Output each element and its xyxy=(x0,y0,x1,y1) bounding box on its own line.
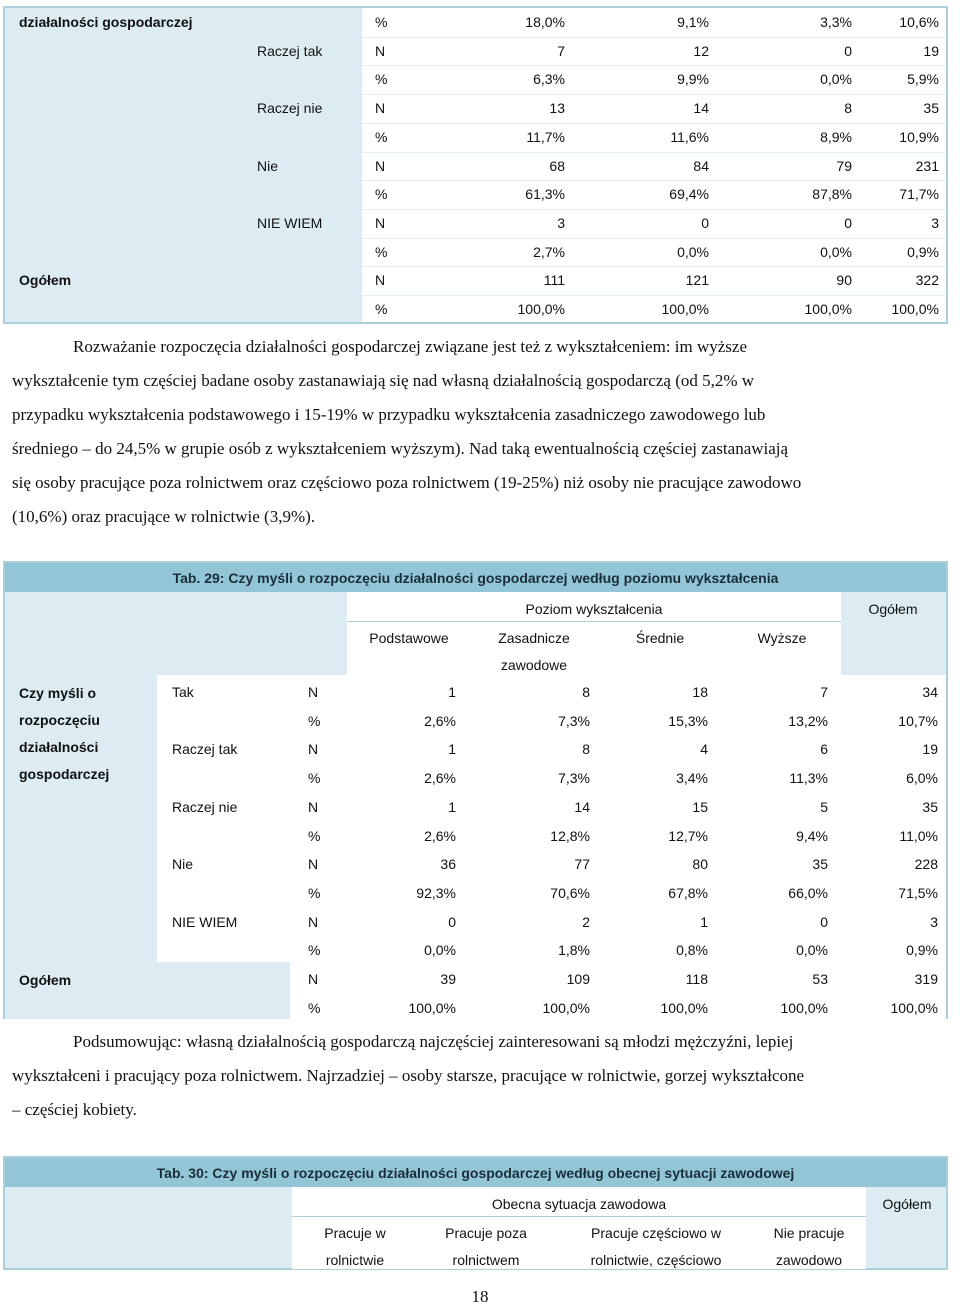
table-cell: 19 xyxy=(922,741,938,758)
table-cell: 15 xyxy=(692,798,708,815)
table-cell: 12,8% xyxy=(550,827,590,844)
table-cell: 0 xyxy=(448,913,456,930)
column-header: Zasadnicze xyxy=(498,630,570,646)
table-cell: 100,0% xyxy=(542,999,590,1016)
table-cell: 13 xyxy=(549,100,565,117)
table-cell: 121 xyxy=(685,272,709,289)
row-answer-label: NIE WIEM xyxy=(257,214,323,231)
row-measure: % xyxy=(308,770,321,787)
table-row xyxy=(5,152,946,181)
table-cell: 0 xyxy=(701,214,709,231)
table-cell: 9,4% xyxy=(796,827,828,844)
table-cell: 100,0% xyxy=(891,301,939,317)
table-cell: 0 xyxy=(820,913,828,930)
table-cell: 100,0% xyxy=(780,999,828,1016)
table-cell: 11,6% xyxy=(670,128,709,145)
table-cell: 67,8% xyxy=(668,884,708,901)
table-cell: 14 xyxy=(574,798,590,815)
table-row xyxy=(5,123,946,152)
column-header: Pracuje częściowo w xyxy=(591,1225,721,1241)
table-cell: 35 xyxy=(922,798,938,815)
header-group-label: Obecna sytuacja zawodowa xyxy=(491,1196,667,1212)
row-measure: % xyxy=(375,243,388,260)
row-measure: % xyxy=(375,14,388,30)
row-answer-label: Tak xyxy=(172,684,194,700)
table-cell: 3,4% xyxy=(676,770,708,787)
page-number: 18 xyxy=(471,1287,489,1306)
table-row xyxy=(5,238,946,267)
table-cell: 2,6% xyxy=(424,770,456,787)
table-row xyxy=(5,678,946,707)
row-measure: N xyxy=(308,741,319,758)
paragraph-line: Rozważanie rozpoczęcia działalności gospodarczej związane jest też z wykształceniem: im wyższe xyxy=(73,337,747,356)
table-cell: 0,9% xyxy=(906,942,938,959)
table-cell: 11,0% xyxy=(899,827,938,844)
table-cell: 71,5% xyxy=(898,884,938,901)
row-group-line: Czy myśli o xyxy=(19,685,97,701)
table-cell: 7 xyxy=(557,42,565,59)
table-cell: 0 xyxy=(844,214,852,231)
table-cell: 0,0% xyxy=(796,942,828,959)
table-cell: 68 xyxy=(549,157,565,174)
header-group-label: Poziom wykształcenia xyxy=(525,601,663,617)
row-group-line: gospodarczej xyxy=(19,766,110,782)
table-cell: 2,7% xyxy=(533,243,565,260)
table-row xyxy=(5,180,946,209)
table-row xyxy=(5,994,946,1023)
table-cell: 7,3% xyxy=(558,770,590,787)
row-measure: % xyxy=(308,884,321,901)
table-cell: 11,3% xyxy=(789,770,828,787)
table-row xyxy=(5,735,946,764)
table-cell: 90 xyxy=(836,272,852,289)
row-measure: % xyxy=(308,827,321,844)
table-cell: 10,7% xyxy=(898,712,938,729)
table-row xyxy=(5,822,946,851)
row-group-label: Ogółem xyxy=(19,272,72,289)
row-answer-label: Raczej nie xyxy=(257,100,323,117)
row-group-label: działalności gospodarczej xyxy=(19,14,193,30)
table-cell: 80 xyxy=(692,856,708,873)
table-28-continuation xyxy=(3,6,948,324)
table-cell: 100,0% xyxy=(804,301,852,317)
row-measure: % xyxy=(375,128,388,145)
table-cell: 87,8% xyxy=(812,186,852,203)
table-row xyxy=(5,65,946,94)
table-cell: 12 xyxy=(693,42,709,59)
paragraph-line: wykształceni i pracujący poza rolnictwem. Najrzadziej – osoby starsze, pracujące w rolnictwie, gorzej wykształcone xyxy=(12,1066,805,1085)
table-cell: 9,1% xyxy=(677,14,709,30)
table-row xyxy=(5,793,946,822)
table-cell: 3 xyxy=(931,214,939,231)
table-cell: 100,0% xyxy=(890,999,938,1016)
table-cell: 0,0% xyxy=(820,71,852,88)
row-measure: N xyxy=(375,272,386,289)
header-total-label: Ogółem xyxy=(868,601,918,617)
row-measure: N xyxy=(308,798,319,815)
table-row xyxy=(5,94,946,123)
table-cell: 1 xyxy=(700,913,708,930)
table-cell: 13,2% xyxy=(788,712,828,729)
table-cell: 6 xyxy=(820,741,828,758)
table-30 xyxy=(3,1156,948,1270)
row-measure: % xyxy=(375,71,388,88)
table-29 xyxy=(3,561,948,1019)
table-cell: 18 xyxy=(692,684,708,700)
table-cell: 6,0% xyxy=(906,770,938,787)
header-total-label: Ogółem xyxy=(882,1196,932,1212)
table-cell: 19 xyxy=(923,42,939,59)
table-cell: 4 xyxy=(700,741,708,758)
table-cell: 109 xyxy=(566,971,590,987)
table-cell: 1 xyxy=(448,798,456,815)
paragraph-line: średniego – do 24,5% w grupie osób z wykształceniem wyższym). Nad taką ewentualnością częściej zastanawiają xyxy=(12,439,789,458)
column-header: Nie pracuje xyxy=(773,1225,845,1241)
table-row xyxy=(5,764,946,793)
paragraph-line: się osoby pracujące poza rolnictwem oraz częściowo poza rolnictwem (19-25%) niż osoby nie pracujące zawodowo xyxy=(12,473,802,492)
table-cell: 0,0% xyxy=(820,243,852,260)
table-cell: 1,8% xyxy=(558,942,590,959)
column-header: Pracuje poza xyxy=(445,1225,527,1241)
column-header: Wyższe xyxy=(757,630,807,646)
table-caption: Tab. 30: Czy myśli o rozpoczęciu działalności gospodarczej według obecnej sytuacji zawodowej xyxy=(156,1165,795,1181)
row-group-line: rozpoczęciu xyxy=(19,712,100,728)
table-cell: 66,0% xyxy=(788,884,828,901)
table-cell: 3,3% xyxy=(820,14,852,30)
table-caption: Tab. 29: Czy myśli o rozpoczęciu działalności gospodarczej według poziomu wykształcenia xyxy=(172,570,779,586)
column-header-wrap: zawodowe xyxy=(500,657,568,673)
table-cell: 100,0% xyxy=(661,301,709,317)
row-answer-label: Nie xyxy=(257,157,279,174)
paragraph-summary xyxy=(12,1025,956,1127)
table-cell: 10,9% xyxy=(899,128,939,145)
row-measure: N xyxy=(375,214,386,231)
table-cell: 100,0% xyxy=(408,999,456,1016)
paragraph-line: wykształcenie tym częściej badane osoby zastanawiają się nad własną działalnością gospodarczą (od 5,2% w xyxy=(12,371,755,390)
row-measure: % xyxy=(375,301,388,317)
table-cell: 118 xyxy=(685,971,708,987)
table-cell: 11,7% xyxy=(526,128,565,145)
total-label: Ogółem xyxy=(19,972,72,988)
row-measure: N xyxy=(308,856,319,873)
column-header-wrap: rolnictwie, częściowo xyxy=(590,1252,722,1268)
table-cell: 3 xyxy=(930,913,938,930)
table-cell: 2,6% xyxy=(424,712,456,729)
table-cell: 36 xyxy=(440,856,456,873)
table-cell: 7 xyxy=(820,684,828,700)
table-cell: 1 xyxy=(448,741,456,758)
table-row xyxy=(5,879,946,908)
paragraph-line: przypadku wykształcenia podstawowego i 15-19% w przypadku wykształcenia zasadniczego zawodowego lub xyxy=(12,405,766,424)
column-header-wrap: rolnictwem xyxy=(452,1252,520,1268)
table-cell: 0,9% xyxy=(907,243,939,260)
table-row xyxy=(5,965,946,994)
table-cell: 3 xyxy=(557,214,565,231)
row-answer-label: Raczej nie xyxy=(172,798,238,815)
table-cell: 100,0% xyxy=(660,999,708,1016)
column-header: Pracuje w xyxy=(324,1225,386,1241)
table-cell: 10,6% xyxy=(899,14,939,30)
row-answer-label: Nie xyxy=(172,856,194,873)
table-cell: 53 xyxy=(812,971,828,987)
table-cell: 18,0% xyxy=(525,14,565,30)
table-cell: 322 xyxy=(915,272,939,289)
paragraph-line: (10,6%) oraz pracujące w rolnictwie (3,9%). xyxy=(12,507,316,526)
row-measure: N xyxy=(308,913,319,930)
paragraph-line: Podsumowując: własną działalnością gospodarczą najczęściej zainteresowani są młodzi mężczyźni, lepiej xyxy=(73,1032,794,1051)
table-row xyxy=(5,936,946,965)
table-cell: 231 xyxy=(915,157,939,174)
table-cell: 0,0% xyxy=(424,942,456,959)
table-cell: 2,6% xyxy=(424,827,456,844)
table-row xyxy=(5,37,946,66)
table-row xyxy=(5,908,946,937)
table-cell: 35 xyxy=(923,100,939,117)
table-cell: 92,3% xyxy=(416,884,456,901)
table-cell: 7,3% xyxy=(558,712,590,729)
table-row xyxy=(5,209,946,238)
row-measure: % xyxy=(308,999,321,1016)
table-cell: 69,4% xyxy=(669,186,709,203)
table-cell: 8 xyxy=(582,741,590,758)
table-cell: 14 xyxy=(693,100,709,117)
table-row xyxy=(5,295,946,324)
table-cell: 8,9% xyxy=(820,128,852,145)
table-cell: 84 xyxy=(693,157,709,174)
table-cell: 228 xyxy=(914,856,938,873)
table-cell: 71,7% xyxy=(899,186,939,203)
table-cell: 12,7% xyxy=(668,827,708,844)
table-cell: 319 xyxy=(914,971,938,987)
table-cell: 8 xyxy=(844,100,852,117)
row-measure: N xyxy=(375,42,386,59)
row-measure: % xyxy=(308,942,321,959)
column-header: Średnie xyxy=(635,630,685,646)
paragraph-line: – częściej kobiety. xyxy=(12,1100,137,1119)
table-cell: 5,9% xyxy=(907,71,939,88)
table-row xyxy=(5,707,946,736)
table-cell: 0,0% xyxy=(677,243,709,260)
row-measure: N xyxy=(308,684,319,700)
row-measure: N xyxy=(375,100,386,117)
table-cell: 70,6% xyxy=(550,884,590,901)
row-answer-label: Raczej tak xyxy=(257,42,323,59)
column-header: Podstawowe xyxy=(369,630,449,646)
table-cell: 9,9% xyxy=(677,71,709,88)
table-cell: 2 xyxy=(582,913,590,930)
table-cell: 39 xyxy=(440,971,456,987)
table-cell: 79 xyxy=(836,157,852,174)
row-measure: % xyxy=(375,186,388,203)
row-measure: N xyxy=(308,971,319,987)
table-cell: 35 xyxy=(812,856,828,873)
table-cell: 34 xyxy=(922,684,938,700)
column-header-wrap: zawodowo xyxy=(775,1252,843,1268)
table-row xyxy=(5,266,946,295)
table-cell: 6,3% xyxy=(533,71,565,88)
row-group-line: działalności xyxy=(19,739,99,755)
table-row xyxy=(5,850,946,879)
table-cell: 5 xyxy=(820,798,828,815)
table-cell: 61,3% xyxy=(525,186,565,203)
table-cell: 77 xyxy=(574,856,590,873)
row-answer-label: NIE WIEM xyxy=(172,913,238,930)
table-cell: 15,3% xyxy=(668,712,708,729)
table-cell: 100,0% xyxy=(517,301,565,317)
table-row xyxy=(5,8,946,37)
row-measure: % xyxy=(308,712,321,729)
table-cell: 1 xyxy=(448,684,456,700)
table-cell: 8 xyxy=(582,684,590,700)
table-cell: 0 xyxy=(844,42,852,59)
paragraph-education xyxy=(12,330,956,534)
row-measure: N xyxy=(375,157,386,174)
row-answer-label: Raczej tak xyxy=(172,741,238,758)
table-cell: 0,8% xyxy=(676,942,708,959)
column-header-wrap: rolnictwie xyxy=(325,1252,385,1268)
table-cell: 111 xyxy=(543,272,565,289)
